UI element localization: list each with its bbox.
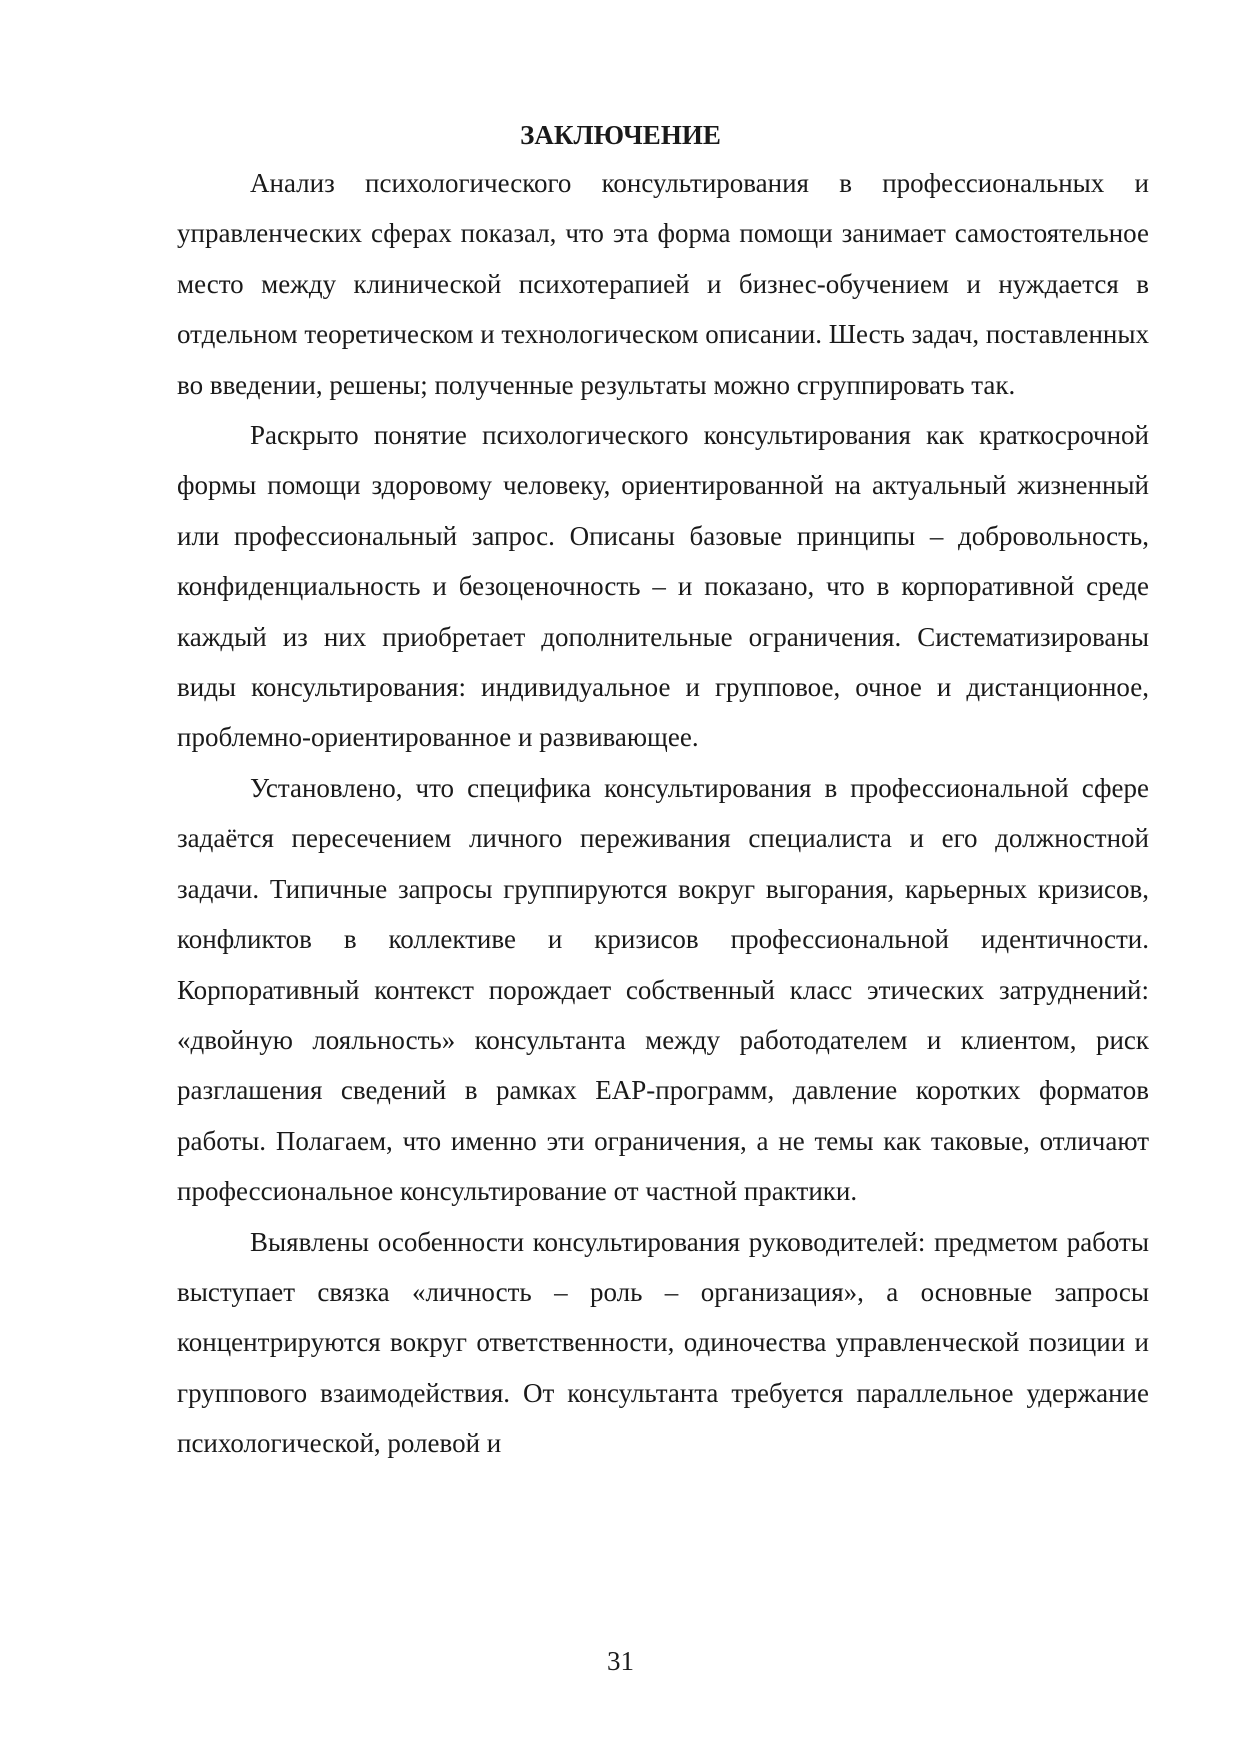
- paragraph-concept: Раскрыто понятие психологического консультирования как краткосрочной формы помощи здоровому человеку, ориентированной на актуальный жизненный или профессиональный запрос. Описаны базовые принципы – добровольность, конфиденциальность и безоценочность – и показано, что в корпоративной среде каждый из них приобретает дополнительные ограничения. Систематизированы виды консультирования: индивидуальное и групповое, очное и дистанционное, проблемно-ориентированное и развивающее.: [177, 420, 1149, 753]
- paragraph-specifics: Установлено, что специфика консультирования в профессиональной сфере задаётся пересечением личного переживания специалиста и его должностной задачи. Типичные запросы группируются вокруг выгорания, карьерных кризисов, конфликтов в коллективе и кризисов профессиональной идентичности. Корпоративный контекст порождает собственный класс этических затруднений: «двойную лояльность» консультанта между работодателем и клиентом, риск разглашения сведений в рамках EAP-программ, давление коротких форматов работы. Полагаем, что именно эти ограничения, а не темы как таковые, отличают профессиональное консультирование от частной практики.: [177, 772, 1149, 1207]
- paragraph-analysis: Анализ психологического консультирования в профессиональных и управленческих сферах показал, что эта форма помощи занимает самостоятельное место между клинической психотерапией и бизнес-обучением и нуждается в отдельном теоретическом и технологическом описании. Шесть задач, поставленных во введении, решены; полученные результаты можно сгруппировать так.: [177, 168, 1149, 400]
- section-heading: ЗАКЛЮЧЕНИЕ: [520, 120, 721, 150]
- paragraph-managers: Выявлены особенности консультирования руководителей: предметом работы выступает связка «личность – роль – организация», а основные запросы концентрируются вокруг ответственности, одиночества управленческой позиции и группового взаимодействия. От консультанта требуется параллельное удержание психологической, ролевой и: [177, 1226, 1149, 1459]
- page-number: 31: [607, 1646, 634, 1676]
- document-body: [177, 158, 1149, 1469]
